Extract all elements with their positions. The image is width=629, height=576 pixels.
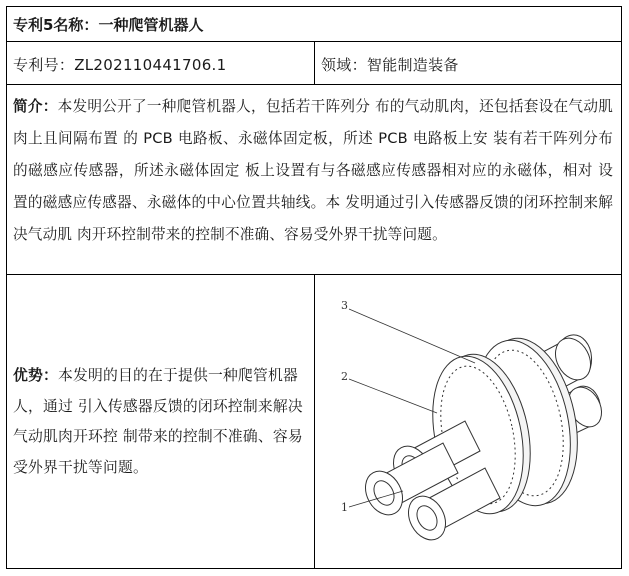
- label-3: 3: [341, 299, 348, 312]
- advantage-row: [7, 275, 621, 568]
- title-row: [7, 7, 621, 42]
- label-2: 2: [341, 370, 348, 383]
- advantage-text-block: [13, 361, 309, 483]
- advantage-row-divider: [314, 275, 315, 568]
- intro-row: [7, 85, 621, 275]
- info-row: [7, 42, 621, 85]
- advantage-label: 优势：: [13, 367, 58, 384]
- robot-diagram: [325, 293, 617, 558]
- label-2-group: [341, 370, 437, 413]
- intro-text: 本发明公开了一种爬管机器人，包括若干阵列分 布的气动肌肉，还包括套设在气动肌肉上且间隔布置 的 PCB 电路板、永磁体固定板，所述 PCB 电路板上安 装有若干阵列分布的磁感应传感器，所述永磁体固定 板上设置有与各磁感应传感器相对应的永磁体，相对 设置的磁感应传感器、永磁体的中心位置共轴线。本 发明通过引入传感器反馈的闭环控制来解决气动肌 肉开环控制带来的控制不准确、容易受外界干扰等问题。: [13, 98, 613, 243]
- patent-table: [6, 6, 622, 569]
- patent-title: 专利5名称：一种爬管机器人: [13, 16, 204, 34]
- label-3-group: [341, 299, 475, 363]
- patent-number: 专利号：ZL202110441706.1: [13, 56, 227, 74]
- intro-label: 简介：: [13, 98, 58, 115]
- patent-field: 领域：智能制造装备: [321, 56, 459, 74]
- intro-text-block: [13, 91, 613, 251]
- label-1: 1: [341, 501, 348, 514]
- info-row-divider: [314, 42, 315, 84]
- advantage-text: 本发明的目的在于提供一种爬管机器人，通过 引入传感器反馈的闭环控制来解决气动肌肉开环控 制带来的控制不准确、容易受外界干扰等问题。: [13, 367, 303, 476]
